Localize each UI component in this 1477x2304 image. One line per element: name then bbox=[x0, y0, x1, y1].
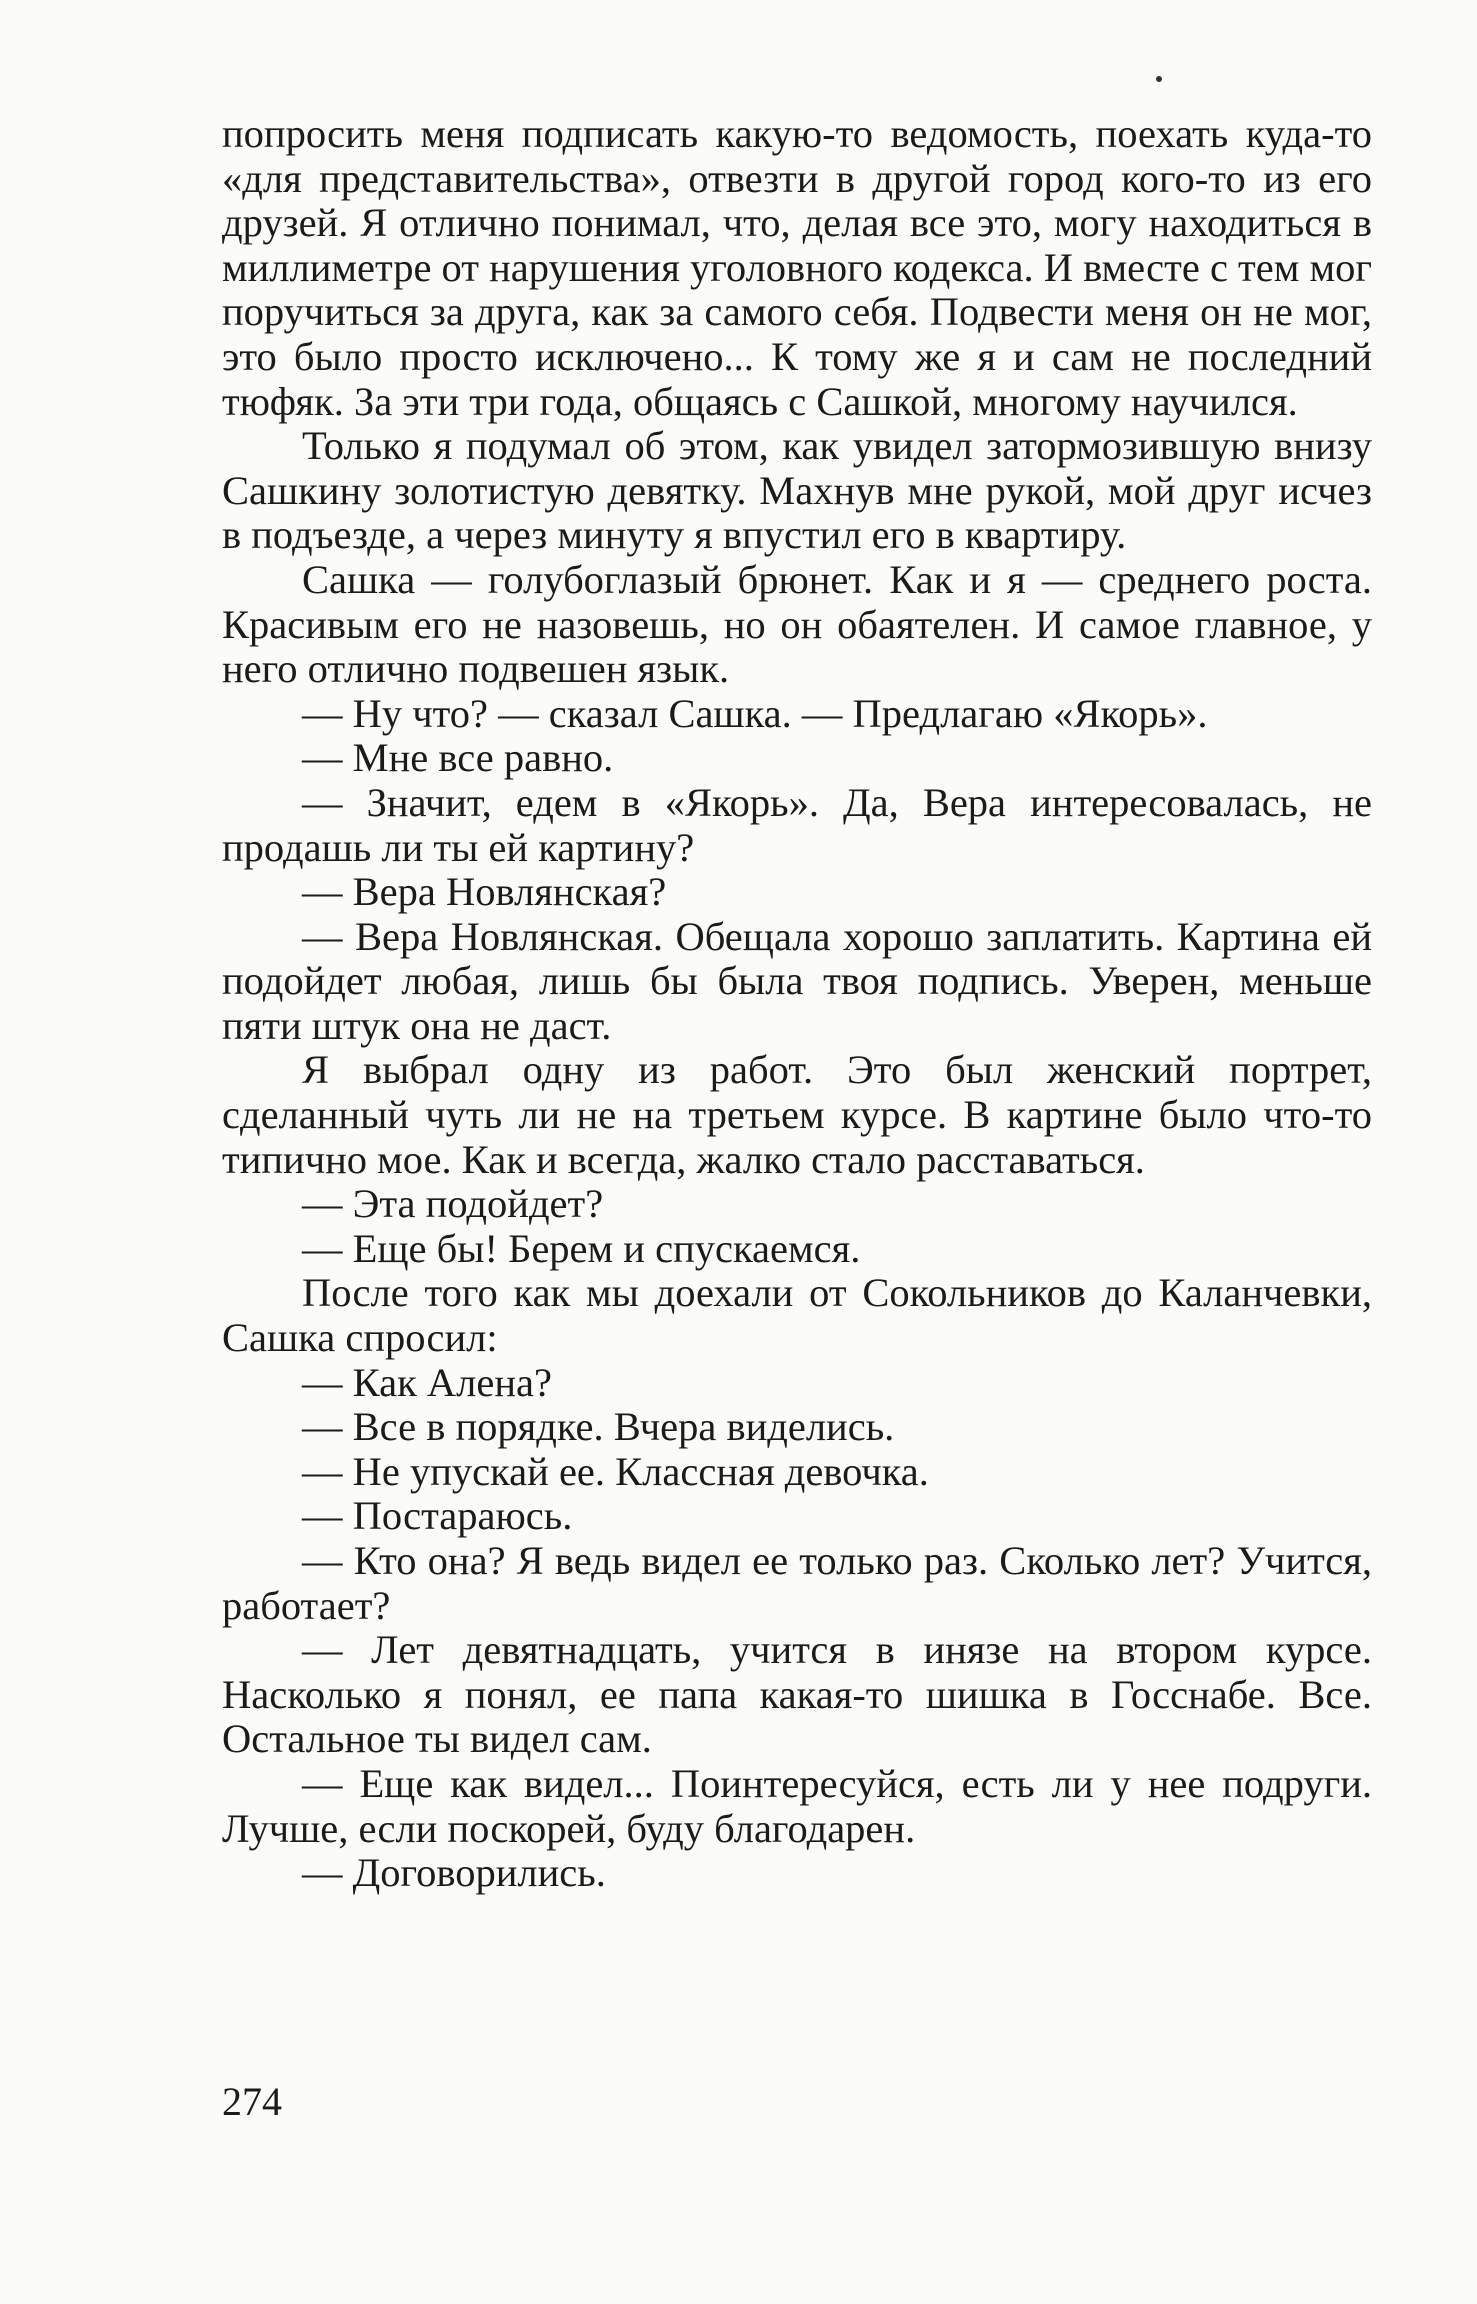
paragraph: Сашка — голубоглазый брюнет. Как и я — среднего роста. Красивым его не назовешь, но он обаятелен. И самое главное, у него отлично подвешен язык. bbox=[222, 556, 1372, 692]
dialogue-line: — Еще бы! Берем и спускаемся. bbox=[302, 1225, 861, 1271]
dialogue-line: — Ну что? — сказал Сашка. — Предлагаю «Якорь». bbox=[302, 690, 1208, 736]
body-text bbox=[222, 112, 1372, 1896]
page-number: 274 bbox=[222, 2079, 282, 2124]
paragraph: Только я подумал об этом, как увидел затормозившую внизу Сашкину золотистую девятку. Махнув мне рукой, мой друг исчез в подъезде, а через минуту я впустил его в квартиру. bbox=[222, 423, 1372, 558]
dialogue-line: — Эта подойдет? bbox=[302, 1181, 604, 1227]
paragraph: попросить меня подписать какую-то ведомость, поехать куда-то «для представительства», отвезти в другой город кого-то из его друзей. Я отлично понимал, что, делая все это, могу находиться в миллиметре от нарушения уголовного кодекса. И вместе с тем мог поручиться за друга, как за самого себя. Подвести меня он не мог, это было просто исключено... К тому же я и сам не последний тюфяк. За эти три года, общаясь с Сашкой, многому научился. bbox=[222, 111, 1372, 424]
dialogue-line: — Все в порядке. Вчера виделись. bbox=[302, 1404, 895, 1450]
paragraph: Я выбрал одну из работ. Это был женский портрет, сделанный чуть ли не на третьем курсе. В картине было что-то типично мое. Как и всегда, жалко стало расставаться. bbox=[222, 1047, 1372, 1182]
dialogue-line: — Постараюсь. bbox=[302, 1493, 573, 1539]
paragraph: После того как мы доехали от Сокольников до Каланчевки, Сашка спросил: bbox=[222, 1270, 1372, 1361]
dialogue-line: — Еще как видел... Поинтересуйся, есть ли у нее подруги. Лучше, если поскорей, буду благодарен. bbox=[222, 1760, 1372, 1851]
dialogue-line: — Значит, едем в «Якорь». Да, Вера интересовалась, не продашь ли ты ей картину? bbox=[222, 779, 1372, 870]
dialogue-line: — Как Алена? bbox=[302, 1359, 552, 1405]
dialogue-line: — Лет девятнадцать, учится в инязе на втором курсе. Насколько я понял, ее папа какая-то шишка в Госснабе. Все. Остальное ты видел сам. bbox=[222, 1627, 1372, 1762]
dialogue-line: — Не упускай ее. Классная девочка. bbox=[302, 1448, 929, 1494]
dialogue-line: — Вера Новлянская. Обещала хорошо заплатить. Картина ей подойдет любая, лишь бы была твоя подпись. Уверен, меньше пяти штук она не даст. bbox=[222, 913, 1372, 1048]
print-speck bbox=[1156, 76, 1162, 82]
dialogue-line: — Мне все равно. bbox=[302, 735, 614, 781]
dialogue-line: — Вера Новлянская? bbox=[302, 869, 667, 915]
dialogue-line: — Кто она? Я ведь видел ее только раз. Сколько лет? Учится, работает? bbox=[222, 1538, 1372, 1628]
dialogue-line: — Договорились. bbox=[302, 1850, 606, 1896]
